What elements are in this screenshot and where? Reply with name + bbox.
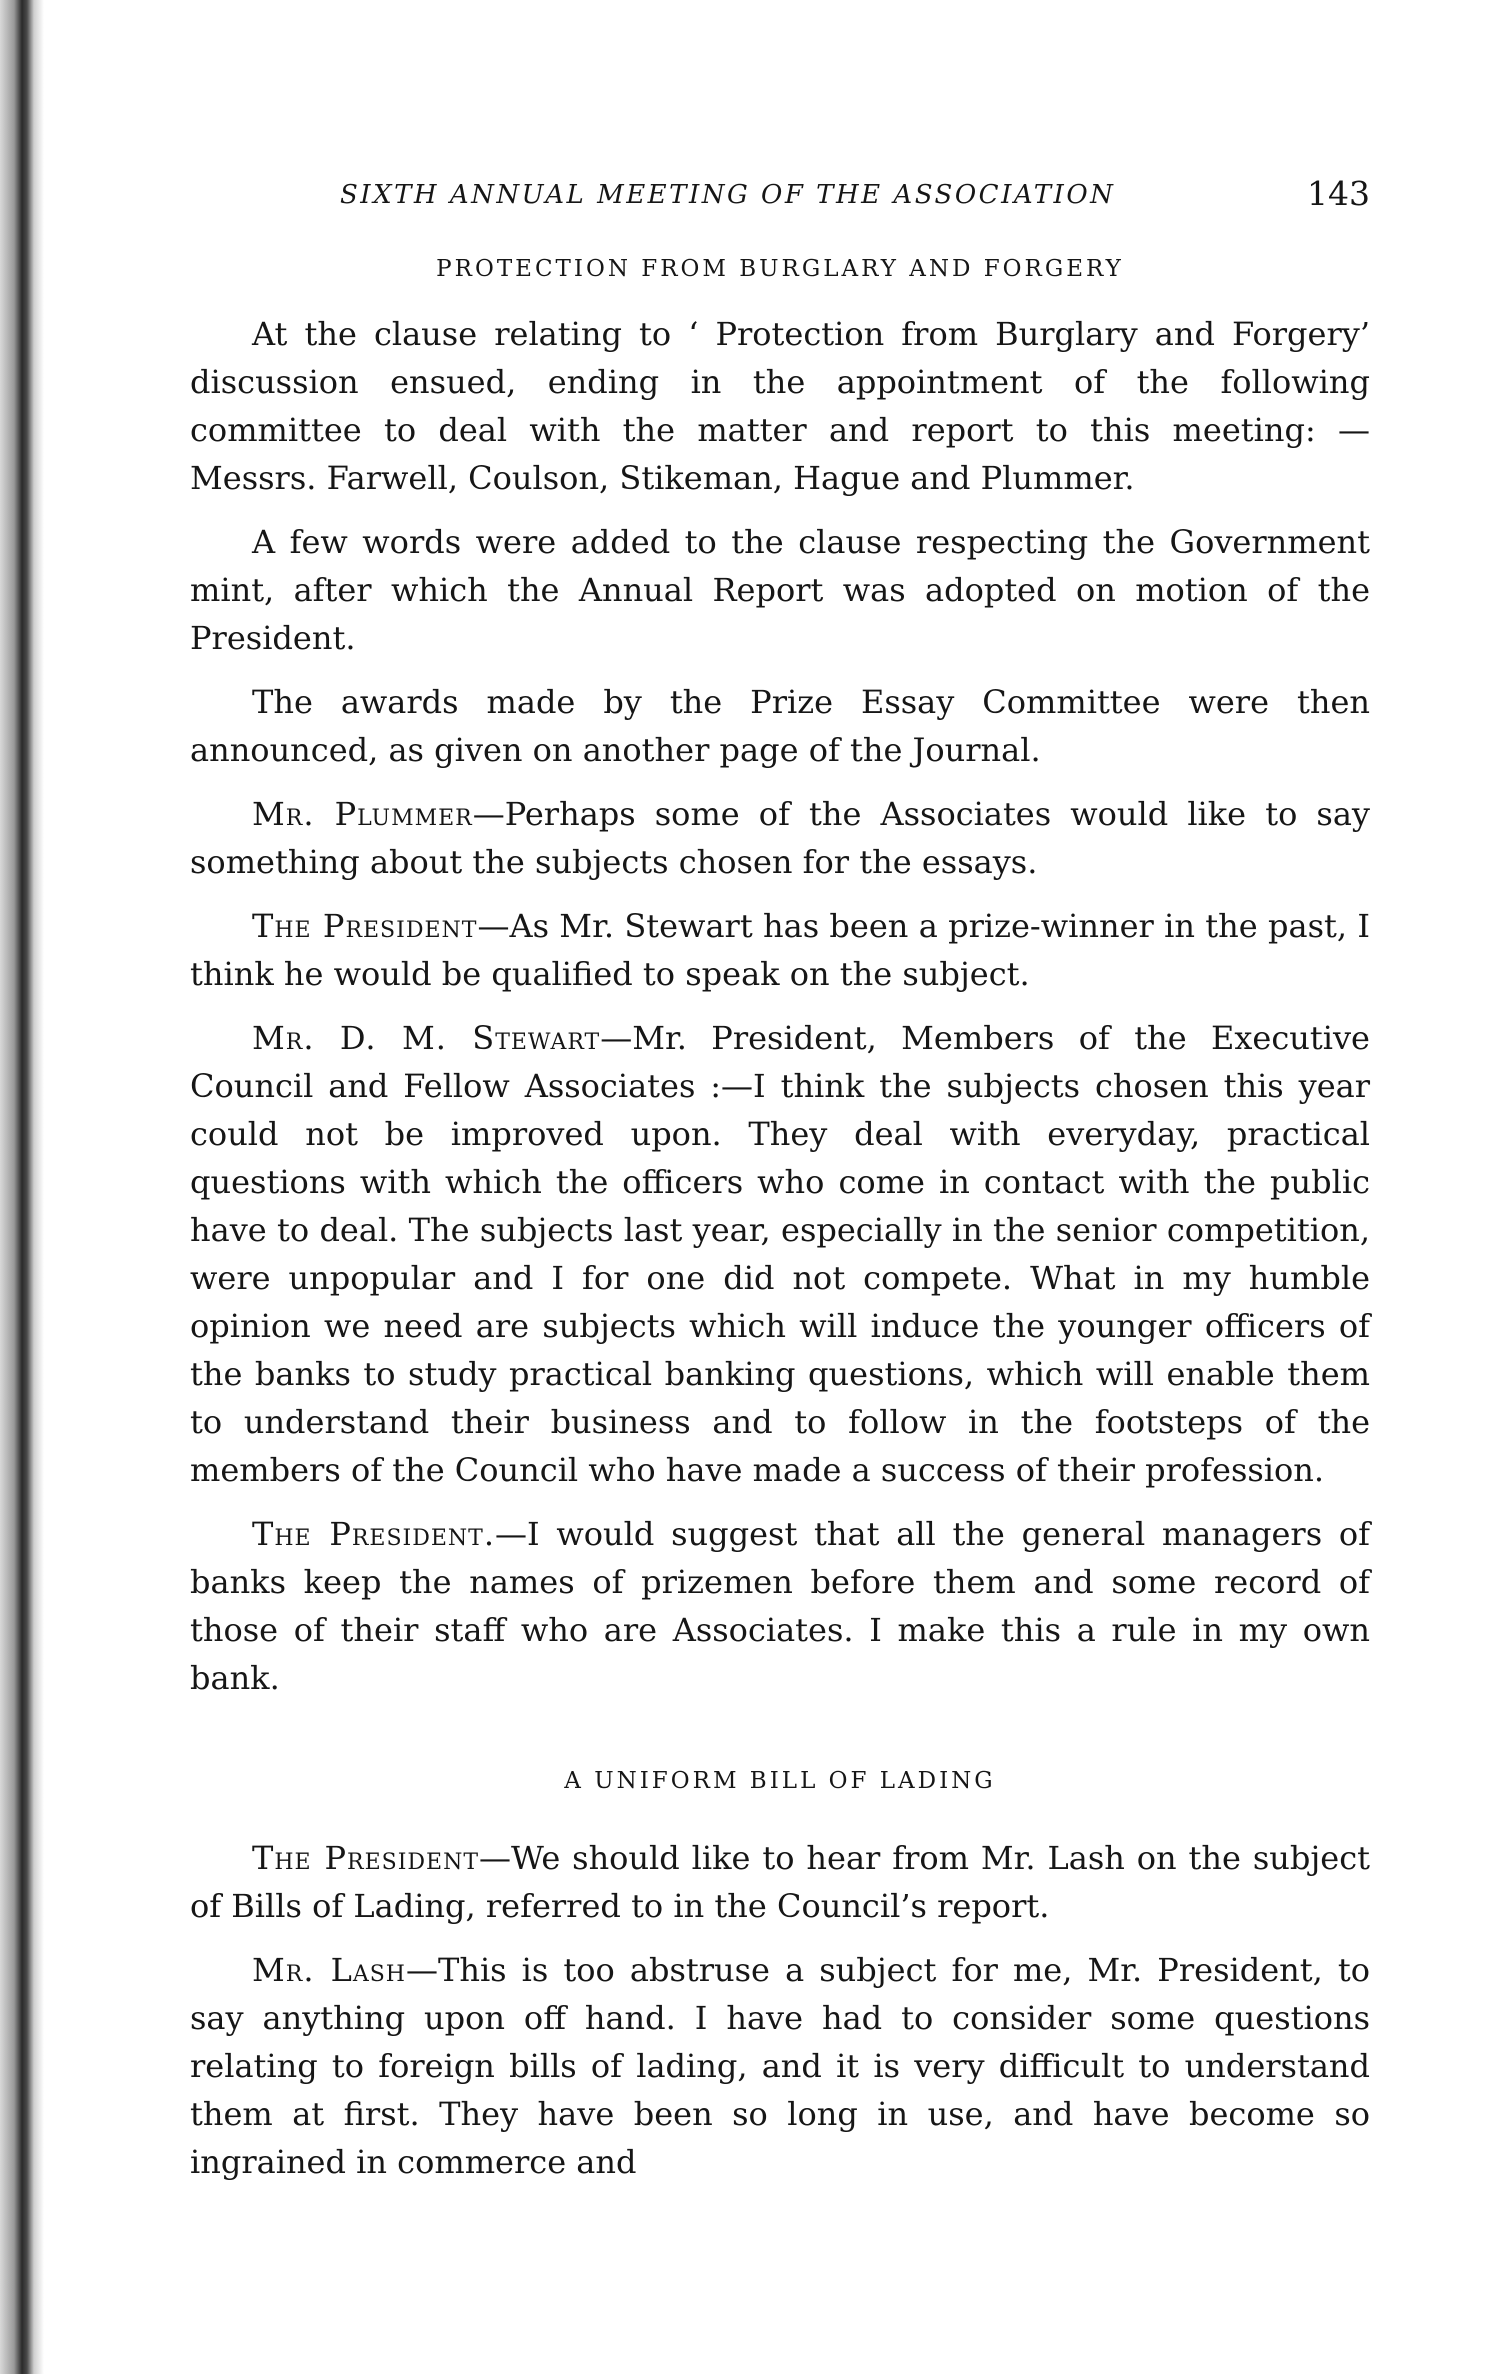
paragraph-text: —This is too abstruse a subject for me, Mr. President, to say anything upon off hand. I have had to consider some questions relating to foreign bills of lading, and it is very difficult to understand them at first. They have been so long in use, and have become so ingrained in commerce and xyxy=(190,1951,1370,2181)
paragraph-text: —We should like to hear from Mr. Lash on the subject of Bills of Lading, referred to in the Council’s report. xyxy=(190,1839,1370,1925)
paragraph-text: The awards made by the Prize Essay Committee were then announced, as given on another page of the Journal. xyxy=(190,683,1370,769)
paragraph xyxy=(190,1510,1370,1702)
paragraph-text: At the clause relating to ‘ Protection from Burglary and Forgery’ discussion ensued, ending in the appointment of the following committee to deal with the matter and report to this meeting: — Messrs. Farwell, Coulson, Stikeman, Hague and Plummer. xyxy=(190,315,1370,497)
section-protection xyxy=(190,256,1370,1702)
section-heading: A UNIFORM BILL OF LADING xyxy=(564,1768,996,1794)
paragraph-text: —I would suggest that all the general managers of banks keep the names of prizemen before them and some record of those of their staff who are Associates. I make this a rule in my own bank. xyxy=(190,1515,1370,1697)
paragraph-text: —Mr. President, Members of the Executive Council and Fellow Associates :—I think the subjects chosen this year could not be improved upon. They deal with everyday, practical questions with which the officers who come in contact with the public have to deal. The subjects last year, especially in the senior competition, were unpopular and I for one did not compete. What in my humble opinion we need are subjects which will induce the younger officers of the banks to study practical banking questions, which will enable them to understand their business and to follow in the footsteps of the members of the Council who have made a success of their profession. xyxy=(190,1019,1370,1489)
speaker-name: Mr. Lash xyxy=(252,1951,406,1989)
running-head-title: SIXTH ANNUAL MEETING OF THE ASSOCIATION xyxy=(340,180,1116,210)
paragraph-text: —As Mr. Stewart has been a prize-winner in the past, I think he would be qualified to speak on the subject. xyxy=(190,907,1370,993)
speaker-name: The President xyxy=(252,907,478,945)
running-head xyxy=(190,170,1370,226)
document-page xyxy=(190,170,1370,2202)
page-number: 143 xyxy=(1307,174,1370,213)
paragraph xyxy=(190,678,1370,774)
speaker-name: The President. xyxy=(252,1515,496,1553)
paragraph-text: —Perhaps some of the Associates would like to say something about the subjects chosen for the essays. xyxy=(190,795,1370,881)
paragraph xyxy=(190,310,1370,502)
speaker-name: The President xyxy=(252,1839,480,1877)
paragraph xyxy=(190,1946,1370,2186)
paragraph xyxy=(190,902,1370,998)
paragraph-text: A few words were added to the clause respecting the Government mint, after which the Annual Report was adopted on motion of the President. xyxy=(190,523,1370,657)
section-bill-of-lading xyxy=(190,1768,1370,2186)
paragraph xyxy=(190,518,1370,662)
paragraph xyxy=(190,1834,1370,1930)
speaker-name: Mr. Plummer xyxy=(252,795,473,833)
speaker-name: Mr. D. M. Stewart xyxy=(252,1019,601,1057)
paragraph xyxy=(190,790,1370,886)
book-gutter xyxy=(0,0,44,2374)
section-heading: PROTECTION FROM BURGLARY AND FORGERY xyxy=(436,256,1124,282)
paragraph xyxy=(190,1014,1370,1494)
